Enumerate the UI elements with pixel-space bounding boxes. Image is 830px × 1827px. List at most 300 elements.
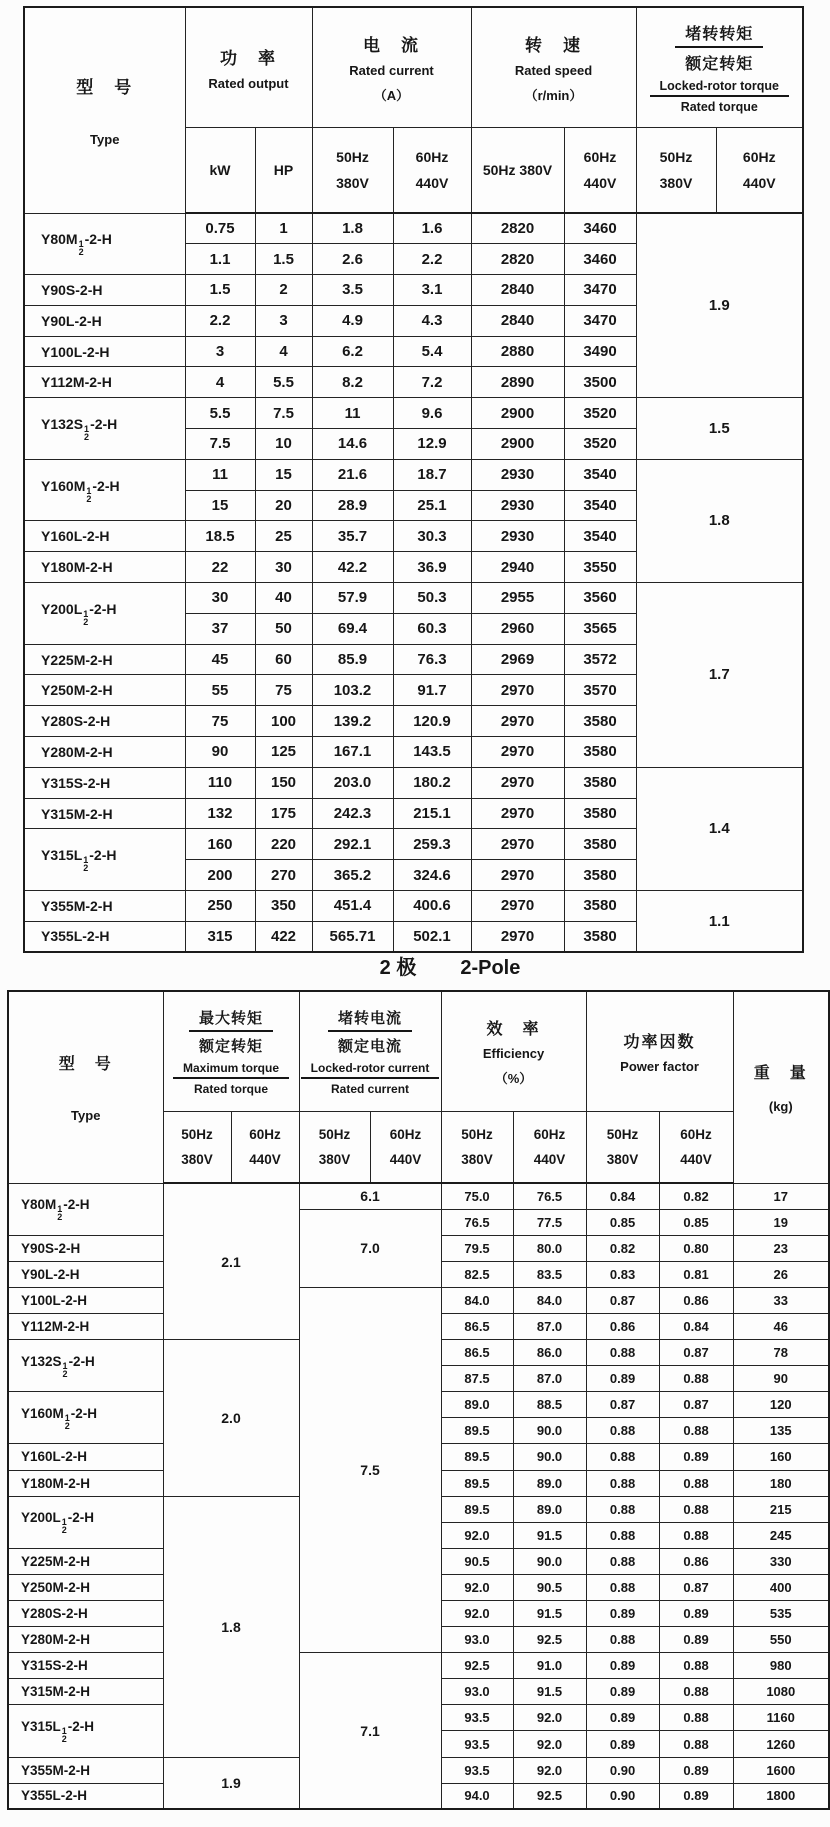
current-60hz-cell: 400.6 [393, 891, 471, 922]
current-50hz-cell: 69.4 [312, 613, 393, 644]
hp-cell: 100 [255, 706, 312, 737]
power-factor-label-zh: 功率因数 [623, 1033, 696, 1051]
table1-row [24, 459, 803, 490]
table1-type-header [24, 7, 185, 213]
max-torque-ratio-label-zh [189, 1007, 273, 1056]
weight-unit-label: (kg) [768, 1099, 793, 1115]
kw-cell: 250 [185, 891, 255, 922]
kw-cell: 4 [185, 367, 255, 398]
hp-cell: 1 [255, 213, 312, 244]
type-label-zh: 型 号 [58, 1056, 113, 1074]
locked-rotor-torque-zh: 堵转转矩 [675, 21, 763, 48]
efficiency-50hz-cell: 82.5 [441, 1261, 513, 1287]
weight-cell: 1260 [733, 1731, 829, 1757]
model-name-cell: Y225M-2-H [24, 644, 185, 675]
model-frame-stack: 1 2 [57, 1204, 63, 1223]
power-factor-50hz-header: 50Hz 380V [586, 1111, 659, 1183]
speed-60hz-cell: 3560 [564, 583, 636, 614]
current-50hz-cell: 14.6 [312, 429, 393, 460]
current-60hz-cell: 4.3 [393, 305, 471, 336]
model-name-cell: Y355M-2-H [24, 891, 185, 922]
hp-cell: 2 [255, 275, 312, 306]
model-frame-stack: 1 2 [83, 608, 89, 627]
kw-cell: 18.5 [185, 521, 255, 552]
power-factor-60hz-cell: 0.88 [659, 1470, 733, 1496]
spec-table-2pole-top [23, 6, 804, 953]
speed-60hz-cell: 3520 [564, 398, 636, 429]
type-label-en: Type [71, 1108, 101, 1124]
current-50hz-cell: 2.6 [312, 244, 393, 275]
model-name-cell: Y90L-2-H [24, 305, 185, 336]
locked-rotor-current-en: Locked-rotor current [301, 1061, 440, 1079]
efficiency-60hz-cell: 91.5 [513, 1679, 586, 1705]
power-factor-60hz-cell: 0.82 [659, 1183, 733, 1209]
power-factor-50hz-cell: 0.88 [586, 1444, 659, 1470]
kw-cell: 1.5 [185, 275, 255, 306]
speed-50hz-cell: 2820 [471, 213, 564, 244]
current-50hz-cell: 57.9 [312, 583, 393, 614]
speed-50hz-cell: 2955 [471, 583, 564, 614]
max-torque-ratio-cell: 1.8 [163, 1496, 299, 1757]
kw-cell: 22 [185, 552, 255, 583]
speed-60hz-cell: 3520 [564, 429, 636, 460]
power-factor-50hz-cell: 0.90 [586, 1757, 659, 1783]
model-name-cell: Y80M 1 2 -2-H [8, 1183, 163, 1235]
max-torque-ratio-label-en [173, 1061, 289, 1096]
current-label-en: Rated current [349, 62, 434, 78]
hp-cell: 75 [255, 675, 312, 706]
speed-50hz-cell: 2930 [471, 521, 564, 552]
weight-cell: 23 [733, 1235, 829, 1261]
rated-current-zh: 额定电流 [338, 1037, 403, 1055]
hp-cell: 150 [255, 767, 312, 798]
power-factor-50hz-cell: 0.88 [586, 1574, 659, 1600]
type-label-zh: 型 号 [76, 78, 134, 98]
current-60hz-cell: 120.9 [393, 706, 471, 737]
current-50hz-cell: 28.9 [312, 490, 393, 521]
kw-cell: 0.75 [185, 213, 255, 244]
efficiency-60hz-cell: 92.0 [513, 1731, 586, 1757]
current-60hz-cell: 60.3 [393, 613, 471, 644]
current-60hz-cell: 143.5 [393, 737, 471, 768]
torque-60hz-header: 60Hz 440V [716, 127, 803, 213]
efficiency-50hz-cell: 92.0 [441, 1601, 513, 1627]
model-name-cell: Y100L-2-H [24, 336, 185, 367]
current-50hz-cell: 11 [312, 398, 393, 429]
model-name-cell: Y355L-2-H [8, 1783, 163, 1809]
model-name-cell: Y132S 1 2 -2-H [24, 398, 185, 460]
speed-50hz-cell: 2970 [471, 829, 564, 860]
speed-50hz-cell: 2970 [471, 706, 564, 737]
table2-header [8, 991, 829, 1183]
weight-cell: 1080 [733, 1679, 829, 1705]
efficiency-50hz-cell: 93.5 [441, 1731, 513, 1757]
efficiency-50hz-cell: 90.5 [441, 1548, 513, 1574]
max-torque-zh: 最大转矩 [189, 1007, 273, 1032]
model-name-cell: Y280S-2-H [24, 706, 185, 737]
power-factor-50hz-cell: 0.88 [586, 1627, 659, 1653]
speed-50hz-cell: 2970 [471, 860, 564, 891]
kw-cell: 1.1 [185, 244, 255, 275]
efficiency-60hz-cell: 90.5 [513, 1574, 586, 1600]
efficiency-60hz-cell: 84.0 [513, 1287, 586, 1313]
efficiency-60hz-cell: 91.5 [513, 1522, 586, 1548]
weight-cell: 135 [733, 1418, 829, 1444]
current-60hz-cell: 3.1 [393, 275, 471, 306]
kw-cell: 90 [185, 737, 255, 768]
power-factor-50hz-cell: 0.88 [586, 1548, 659, 1574]
torque-ratio-label-en [650, 79, 789, 114]
torque-ratio-cell: 1.4 [636, 767, 803, 890]
efficiency-unit-label: （%） [494, 1070, 533, 1086]
power-factor-60hz-cell: 0.87 [659, 1574, 733, 1600]
locked-rotor-current-cell: 6.1 [299, 1183, 441, 1209]
current-60hz-cell: 50.3 [393, 583, 471, 614]
current-50hz-cell: 35.7 [312, 521, 393, 552]
torque-ratio-cell: 1.7 [636, 583, 803, 768]
efficiency-60hz-cell: 83.5 [513, 1261, 586, 1287]
speed-unit-label: （r/min） [524, 87, 583, 103]
locked-rotor-torque-en: Locked-rotor torque [650, 79, 789, 97]
hp-cell: 15 [255, 459, 312, 490]
max-torque-en: Maximum torque [173, 1061, 289, 1079]
efficiency-60hz-cell: 89.0 [513, 1470, 586, 1496]
pole-caption-zh: 2 极 [379, 957, 417, 979]
current-50hz-cell: 8.2 [312, 367, 393, 398]
power-factor-50hz-cell: 0.82 [586, 1235, 659, 1261]
locked-rotor-current-cell: 7.5 [299, 1287, 441, 1652]
speed-50hz-header: 50Hz 380V [471, 127, 564, 213]
model-name-cell: Y100L-2-H [8, 1287, 163, 1313]
model-frame-stack: 1 2 [78, 239, 84, 258]
weight-cell: 26 [733, 1261, 829, 1287]
efficiency-50hz-cell: 86.5 [441, 1313, 513, 1339]
power-factor-60hz-cell: 0.80 [659, 1235, 733, 1261]
model-name-cell: Y160L-2-H [24, 521, 185, 552]
model-name-cell: Y250M-2-H [8, 1574, 163, 1600]
current-50hz-cell: 139.2 [312, 706, 393, 737]
efficiency-50hz-cell: 93.0 [441, 1627, 513, 1653]
power-factor-60hz-cell: 0.88 [659, 1731, 733, 1757]
power-factor-50hz-cell: 0.88 [586, 1418, 659, 1444]
speed-60hz-cell: 3500 [564, 367, 636, 398]
lr-current-50hz-header: 50Hz 380V [299, 1111, 370, 1183]
model-frame-stack: 1 2 [83, 855, 89, 874]
current-50hz-cell: 203.0 [312, 767, 393, 798]
speed-60hz-cell: 3550 [564, 552, 636, 583]
current-50hz-cell: 103.2 [312, 675, 393, 706]
current-50hz-cell: 167.1 [312, 737, 393, 768]
model-frame-stack: 1 2 [86, 485, 92, 504]
power-factor-50hz-cell: 0.88 [586, 1340, 659, 1366]
rated-torque-en: Rated torque [194, 1081, 269, 1096]
torque-ratio-label-zh [675, 21, 763, 74]
power-factor-60hz-cell: 0.86 [659, 1548, 733, 1574]
torque-ratio-cell: 1.5 [636, 398, 803, 460]
power-factor-50hz-cell: 0.89 [586, 1653, 659, 1679]
hp-cell: 20 [255, 490, 312, 521]
weight-cell: 19 [733, 1209, 829, 1235]
model-name-cell: Y112M-2-H [24, 367, 185, 398]
power-factor-50hz-cell: 0.87 [586, 1287, 659, 1313]
weight-cell: 550 [733, 1627, 829, 1653]
power-factor-60hz-cell: 0.89 [659, 1444, 733, 1470]
torque-ratio-cell: 1.1 [636, 891, 803, 953]
efficiency-60hz-cell: 92.0 [513, 1757, 586, 1783]
speed-label-zh: 转 速 [525, 35, 582, 55]
speed-60hz-cell: 3580 [564, 706, 636, 737]
max-torque-ratio-cell: 1.9 [163, 1757, 299, 1809]
efficiency-60hz-cell: 87.0 [513, 1366, 586, 1392]
max-torque-ratio-cell: 2.1 [163, 1183, 299, 1340]
current-50hz-cell: 4.9 [312, 305, 393, 336]
efficiency-60hz-cell: 92.5 [513, 1783, 586, 1809]
hp-cell: 350 [255, 891, 312, 922]
efficiency-60hz-cell: 91.5 [513, 1601, 586, 1627]
current-60hz-cell: 91.7 [393, 675, 471, 706]
current-60hz-cell: 502.1 [393, 921, 471, 952]
current-60hz-cell: 36.9 [393, 552, 471, 583]
current-60hz-cell: 9.6 [393, 398, 471, 429]
locked-rotor-current-zh: 堵转电流 [328, 1007, 412, 1032]
model-name-cell: Y315M-2-H [24, 798, 185, 829]
current-60hz-cell: 180.2 [393, 767, 471, 798]
efficiency-50hz-cell: 89.5 [441, 1496, 513, 1522]
current-50hz-cell: 451.4 [312, 891, 393, 922]
table1-row [24, 767, 803, 798]
current-50hz-cell: 365.2 [312, 860, 393, 891]
table1-row [24, 213, 803, 244]
efficiency-60hz-cell: 92.5 [513, 1627, 586, 1653]
efficiency-60hz-cell: 87.0 [513, 1313, 586, 1339]
model-frame-stack: 1 2 [61, 1517, 67, 1536]
speed-60hz-cell: 3460 [564, 244, 636, 275]
power-factor-50hz-cell: 0.89 [586, 1731, 659, 1757]
power-factor-60hz-header: 60Hz 440V [659, 1111, 733, 1183]
hp-cell: 175 [255, 798, 312, 829]
weight-cell: 535 [733, 1601, 829, 1627]
table1-row [24, 891, 803, 922]
model-name-cell: Y160L-2-H [8, 1444, 163, 1470]
speed-60hz-cell: 3470 [564, 305, 636, 336]
table2-max-torque-header [163, 991, 299, 1111]
kw-cell: 37 [185, 613, 255, 644]
speed-60hz-cell: 3572 [564, 644, 636, 675]
weight-cell: 120 [733, 1392, 829, 1418]
current-50hz-cell: 21.6 [312, 459, 393, 490]
efficiency-50hz-cell: 89.0 [441, 1392, 513, 1418]
kw-cell: 132 [185, 798, 255, 829]
model-name-cell: Y200L 1 2 -2-H [8, 1496, 163, 1548]
kw-cell: 45 [185, 644, 255, 675]
efficiency-50hz-cell: 92.0 [441, 1522, 513, 1548]
weight-cell: 180 [733, 1470, 829, 1496]
kw-cell: 11 [185, 459, 255, 490]
efficiency-60hz-cell: 76.5 [513, 1183, 586, 1209]
power-factor-50hz-cell: 0.89 [586, 1601, 659, 1627]
hp-cell: 10 [255, 429, 312, 460]
model-name-cell: Y315S-2-H [8, 1653, 163, 1679]
speed-60hz-cell: 3580 [564, 829, 636, 860]
table2-type-header [8, 991, 163, 1183]
locked-rotor-current-label-en [301, 1061, 440, 1096]
power-factor-60hz-cell: 0.88 [659, 1705, 733, 1731]
power-factor-60hz-cell: 0.89 [659, 1601, 733, 1627]
power-label-en: Rated output [208, 75, 289, 91]
speed-50hz-cell: 2970 [471, 891, 564, 922]
speed-60hz-cell: 3470 [564, 275, 636, 306]
efficiency-60hz-cell: 91.0 [513, 1653, 586, 1679]
efficiency-60hz-cell: 90.0 [513, 1418, 586, 1444]
pole-caption [100, 948, 800, 988]
speed-50hz-cell: 2960 [471, 613, 564, 644]
weight-cell: 1160 [733, 1705, 829, 1731]
speed-60hz-cell: 3540 [564, 490, 636, 521]
model-name-cell: Y200L 1 2 -2-H [24, 583, 185, 645]
hp-cell: 50 [255, 613, 312, 644]
speed-50hz-cell: 2970 [471, 737, 564, 768]
efficiency-50hz-cell: 93.5 [441, 1757, 513, 1783]
power-factor-50hz-cell: 0.90 [586, 1783, 659, 1809]
table2-row [8, 1653, 829, 1679]
table2-row [8, 1183, 829, 1209]
model-name-cell: Y160M 1 2 -2-H [24, 459, 185, 521]
kw-cell: 75 [185, 706, 255, 737]
power-factor-60hz-cell: 0.87 [659, 1340, 733, 1366]
kw-cell: 2.2 [185, 305, 255, 336]
power-label-zh: 功 率 [220, 48, 277, 68]
model-frame-stack: 1 2 [61, 1725, 67, 1744]
table2-power-factor-header [586, 991, 733, 1111]
hp-cell: 40 [255, 583, 312, 614]
model-name-cell: Y355L-2-H [24, 921, 185, 952]
speed-50hz-cell: 2900 [471, 429, 564, 460]
current-50hz-cell: 85.9 [312, 644, 393, 675]
efficiency-50hz-cell: 89.5 [441, 1444, 513, 1470]
speed-50hz-cell: 2970 [471, 767, 564, 798]
power-factor-60hz-cell: 0.88 [659, 1366, 733, 1392]
current-60hz-cell: 7.2 [393, 367, 471, 398]
locked-rotor-current-cell: 7.0 [299, 1209, 441, 1287]
power-factor-60hz-cell: 0.81 [659, 1261, 733, 1287]
weight-cell: 330 [733, 1548, 829, 1574]
efficiency-50hz-header: 50Hz 380V [441, 1111, 513, 1183]
efficiency-50hz-cell: 84.0 [441, 1287, 513, 1313]
power-factor-60hz-cell: 0.86 [659, 1287, 733, 1313]
hp-cell: 125 [255, 737, 312, 768]
table1-power-header [185, 7, 312, 127]
current-60hz-header: 60Hz 440V [393, 127, 471, 213]
hp-cell: 30 [255, 552, 312, 583]
efficiency-label-en: Efficiency [482, 1045, 545, 1061]
current-60hz-cell: 12.9 [393, 429, 471, 460]
current-60hz-cell: 215.1 [393, 798, 471, 829]
model-name-cell: Y160M 1 2 -2-H [8, 1392, 163, 1444]
model-name-cell: Y180M-2-H [24, 552, 185, 583]
current-60hz-cell: 30.3 [393, 521, 471, 552]
efficiency-50hz-cell: 94.0 [441, 1783, 513, 1809]
power-factor-60hz-cell: 0.89 [659, 1757, 733, 1783]
power-factor-60hz-cell: 0.85 [659, 1209, 733, 1235]
speed-50hz-cell: 2969 [471, 644, 564, 675]
table2-row [8, 1287, 829, 1313]
model-name-cell: Y315S-2-H [24, 767, 185, 798]
weight-cell: 400 [733, 1574, 829, 1600]
current-60hz-cell: 25.1 [393, 490, 471, 521]
efficiency-50hz-cell: 93.0 [441, 1679, 513, 1705]
weight-cell: 46 [733, 1313, 829, 1339]
weight-cell: 78 [733, 1340, 829, 1366]
speed-50hz-cell: 2840 [471, 305, 564, 336]
efficiency-50hz-cell: 89.5 [441, 1470, 513, 1496]
power-factor-label-en: Power factor [620, 1058, 699, 1074]
speed-60hz-cell: 3565 [564, 613, 636, 644]
max-torque-60hz-header: 60Hz 440V [231, 1111, 299, 1183]
weight-cell: 245 [733, 1522, 829, 1548]
efficiency-60hz-cell: 92.0 [513, 1705, 586, 1731]
pole-caption-en: 2-Pole [460, 957, 521, 979]
rated-torque-zh: 额定转矩 [199, 1037, 264, 1055]
hp-cell: 25 [255, 521, 312, 552]
hp-cell: 422 [255, 921, 312, 952]
hp-cell: 220 [255, 829, 312, 860]
speed-label-en: Rated speed [514, 62, 593, 78]
weight-cell: 980 [733, 1653, 829, 1679]
max-torque-ratio-cell: 2.0 [163, 1340, 299, 1497]
model-name-cell: Y132S 1 2 -2-H [8, 1340, 163, 1392]
speed-60hz-cell: 3580 [564, 737, 636, 768]
speed-50hz-cell: 2930 [471, 459, 564, 490]
lr-current-60hz-header: 60Hz 440V [370, 1111, 441, 1183]
kw-cell: 160 [185, 829, 255, 860]
efficiency-60hz-cell: 86.0 [513, 1340, 586, 1366]
efficiency-60hz-cell: 89.0 [513, 1496, 586, 1522]
table1-body [24, 213, 803, 952]
hp-column-header: HP [255, 127, 312, 213]
speed-60hz-cell: 3580 [564, 921, 636, 952]
model-frame-stack: 1 2 [84, 424, 90, 443]
current-50hz-header: 50Hz 380V [312, 127, 393, 213]
power-factor-60hz-cell: 0.88 [659, 1418, 733, 1444]
efficiency-60hz-cell: 77.5 [513, 1209, 586, 1235]
efficiency-50hz-cell: 92.0 [441, 1574, 513, 1600]
power-factor-60hz-cell: 0.88 [659, 1522, 733, 1548]
current-50hz-cell: 3.5 [312, 275, 393, 306]
weight-label-zh: 重 量 [753, 1065, 808, 1083]
efficiency-50hz-cell: 75.0 [441, 1183, 513, 1209]
current-60hz-cell: 324.6 [393, 860, 471, 891]
current-50hz-cell: 242.3 [312, 798, 393, 829]
model-name-cell: Y355M-2-H [8, 1757, 163, 1783]
power-factor-50hz-cell: 0.88 [586, 1496, 659, 1522]
hp-cell: 270 [255, 860, 312, 891]
table1-torque-ratio-header [636, 7, 803, 127]
current-60hz-cell: 18.7 [393, 459, 471, 490]
current-60hz-cell: 1.6 [393, 213, 471, 244]
efficiency-50hz-cell: 87.5 [441, 1366, 513, 1392]
current-50hz-cell: 1.8 [312, 213, 393, 244]
spec-table-2pole-bottom [7, 990, 830, 1810]
table2-body [8, 1183, 829, 1809]
speed-50hz-cell: 2820 [471, 244, 564, 275]
weight-cell: 1800 [733, 1783, 829, 1809]
speed-60hz-cell: 3540 [564, 521, 636, 552]
weight-cell: 1600 [733, 1757, 829, 1783]
current-unit-label: （A） [373, 87, 410, 103]
table1-current-header [312, 7, 471, 127]
current-50hz-cell: 6.2 [312, 336, 393, 367]
torque-ratio-cell: 1.8 [636, 459, 803, 582]
